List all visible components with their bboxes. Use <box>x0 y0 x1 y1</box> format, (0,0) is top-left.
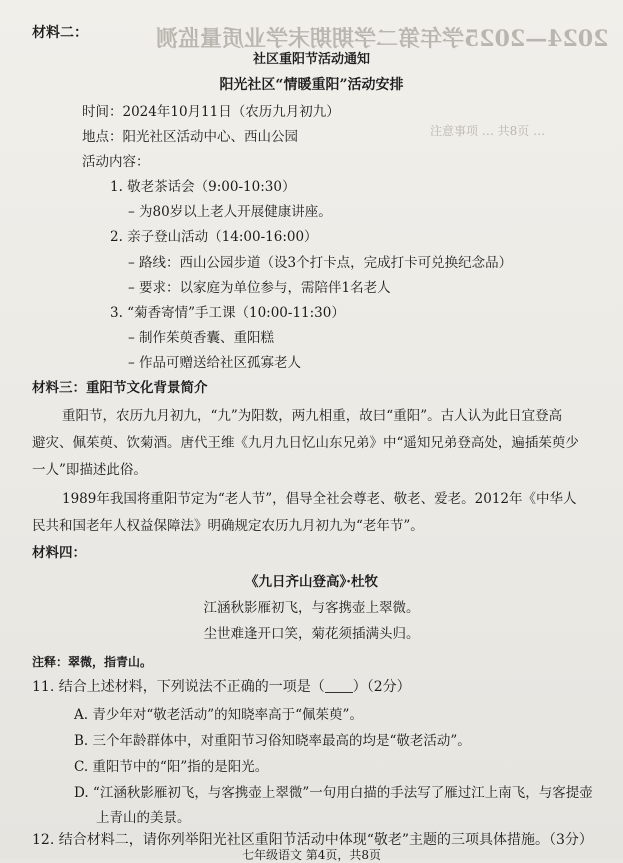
answer-blank[interactable] <box>325 678 353 693</box>
m3-para1-line2: 避灾、佩茱萸、饮菊酒。唐代王维《九月九日忆山东兄弟》中“遥知兄弟登高处，遍插茱萸少 <box>32 435 579 451</box>
poem-note: 注释：翠微，指青山。 <box>32 655 153 669</box>
m3-para2-line1: 1989年我国将重阳节定为“老人节”，倡导全社会尊老、敬老、爱老。2012年《中华人 <box>62 491 577 507</box>
option-d-line-2[interactable]: 上青山的美景。 <box>96 810 191 826</box>
activity-3-item-1: – 制作茱萸香囊、重阳糕 <box>128 330 275 346</box>
m3-para1-line1: 重阳节，农历九月初九，“九”为阳数，两九相重，故曰“重阳”。古人认为此日宜登高 <box>62 408 563 424</box>
option-c[interactable]: C. 重阳节中的“阳”指的是阳光。 <box>74 759 269 775</box>
bleed-through-header: 2024—2025学年第二学期期末学业质量监测 <box>156 26 609 52</box>
activity-2-title: 2. 亲子登山活动（14:00-16:00） <box>110 229 318 245</box>
activity-2-item-1: – 路线：西山公园步道（设3个打卡点，完成打卡可兑换纪念品） <box>128 255 513 271</box>
page-footer: 七年级语文 第4页，共8页 <box>241 848 382 862</box>
material-2-label: 材料二： <box>32 25 88 41</box>
time-line: 时间：2024年10月11日（农历九月初九） <box>82 104 340 120</box>
question-12: 12. 结合材料二，请你列举阳光社区重阳节活动中体现“敬老”主题的三项具体措施。（3分） <box>32 832 593 848</box>
option-b[interactable]: B. 三个年龄群体中，对重阳节习俗知晓率最高的均是“敬老活动”。 <box>74 733 471 749</box>
activity-1-item-1: – 为80岁以上老人开展健康讲座。 <box>128 204 332 220</box>
activity-3-item-2: – 作品可赠送给社区孤寡老人 <box>128 355 302 371</box>
content-heading: 活动内容： <box>82 154 150 170</box>
question-11 <box>32 676 411 696</box>
material-4-label: 材料四： <box>32 545 86 561</box>
poem-line-2: 尘世难逢开口笑，菊花须插满头归。 <box>203 626 420 642</box>
activity-2-item-2: – 要求：以家庭为单位参与，需陪伴1名老人 <box>128 280 391 296</box>
m3-para2-line2: 民共和国老年人权益保障法》明确规定农历九月初九为“老年节”。 <box>32 518 424 534</box>
poem-title: 《九日齐山登高》·杜牧 <box>245 574 378 590</box>
activity-3-title: 3. “菊香寄情”手工课（10:00-11:30） <box>110 305 345 321</box>
bleed-through-text: 注意事项 … 共8页 … <box>430 124 546 138</box>
option-d-line-1[interactable]: D. “江涵秋影雁初飞，与客携壶上翠微”一句用白描的手法写了雁过江上南飞，与客提壶 <box>74 785 593 801</box>
material-3-heading: 材料三：重阳节文化背景简介 <box>32 380 208 396</box>
option-a[interactable]: A. 青少年对“敬老活动”的知晓率高于“佩茱萸”。 <box>74 707 363 723</box>
question-11-stem: 11. 结合上述材料，下列说法不正确的一项是（ <box>32 679 325 695</box>
arrangement-title: 阳光社区“情暖重阳”活动安排 <box>219 77 404 93</box>
activity-1-title: 1. 敬老茶话会（9:00-10:30） <box>110 179 296 195</box>
poem-line-1: 江涵秋影雁初飞，与客携壶上翠微。 <box>203 600 420 616</box>
notice-title: 社区重阳节活动通知 <box>252 52 370 67</box>
question-11-score: ）（2分） <box>352 679 411 695</box>
m3-para1-line3: 一人”即描述此俗。 <box>32 462 147 478</box>
place-line: 地点：阳光社区活动中心、西山公园 <box>82 129 298 145</box>
